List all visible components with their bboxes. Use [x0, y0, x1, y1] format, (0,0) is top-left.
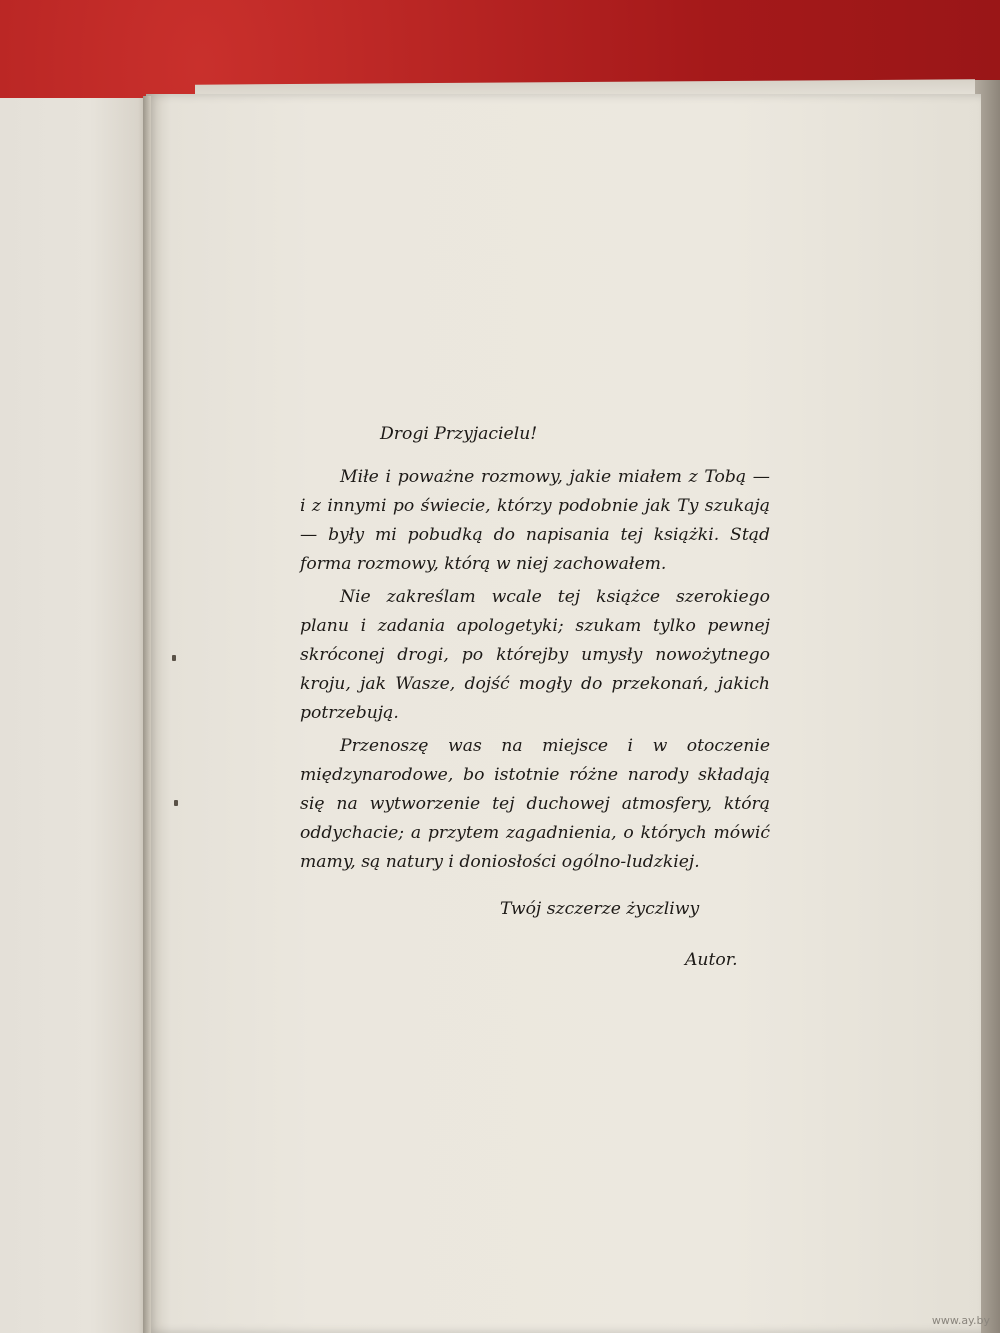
letter-paragraph-2: Nie zakreślam wcale tej książce szerokiego planu i zadania apologetyki; szukam tylko pewnej skróconej drogi, po którejby umysły nowożytnego kroju, jak Wasze, dojść mogły do przekonań, jakich potrzebują. [300, 587, 770, 723]
watermark: www.ay.by [931, 1314, 990, 1327]
letter-paragraph-1: Miłe i poważne rozmowy, jakie miałem z Tobą — i z innymi po świecie, którzy podobnie jak Ty szukają — były mi pobudką do napisania tej książki. Stąd forma rozmowy, którą w niej zachowałem. [300, 467, 770, 574]
letter-text [300, 420, 770, 975]
left-page [0, 98, 150, 1333]
book-gutter [143, 96, 151, 1333]
signature: Autor. [685, 950, 738, 970]
binding-stitch [172, 655, 176, 661]
binding-stitch [174, 800, 178, 806]
letter-paragraph-3: Przenoszę was na miejsce i w otoczenie międzynarodowe, bo istotnie różne narody składają się na wytworzenie tej duchowej atmosfery, którą oddychacie; a przytem zagadnienia, o których mówić mamy, są natury i doniosłości ogólno-ludzkiej. [300, 736, 770, 872]
closing: Twój szczerze życzliwy [500, 899, 700, 919]
salutation: Drogi Przyjacielu! [380, 424, 538, 444]
